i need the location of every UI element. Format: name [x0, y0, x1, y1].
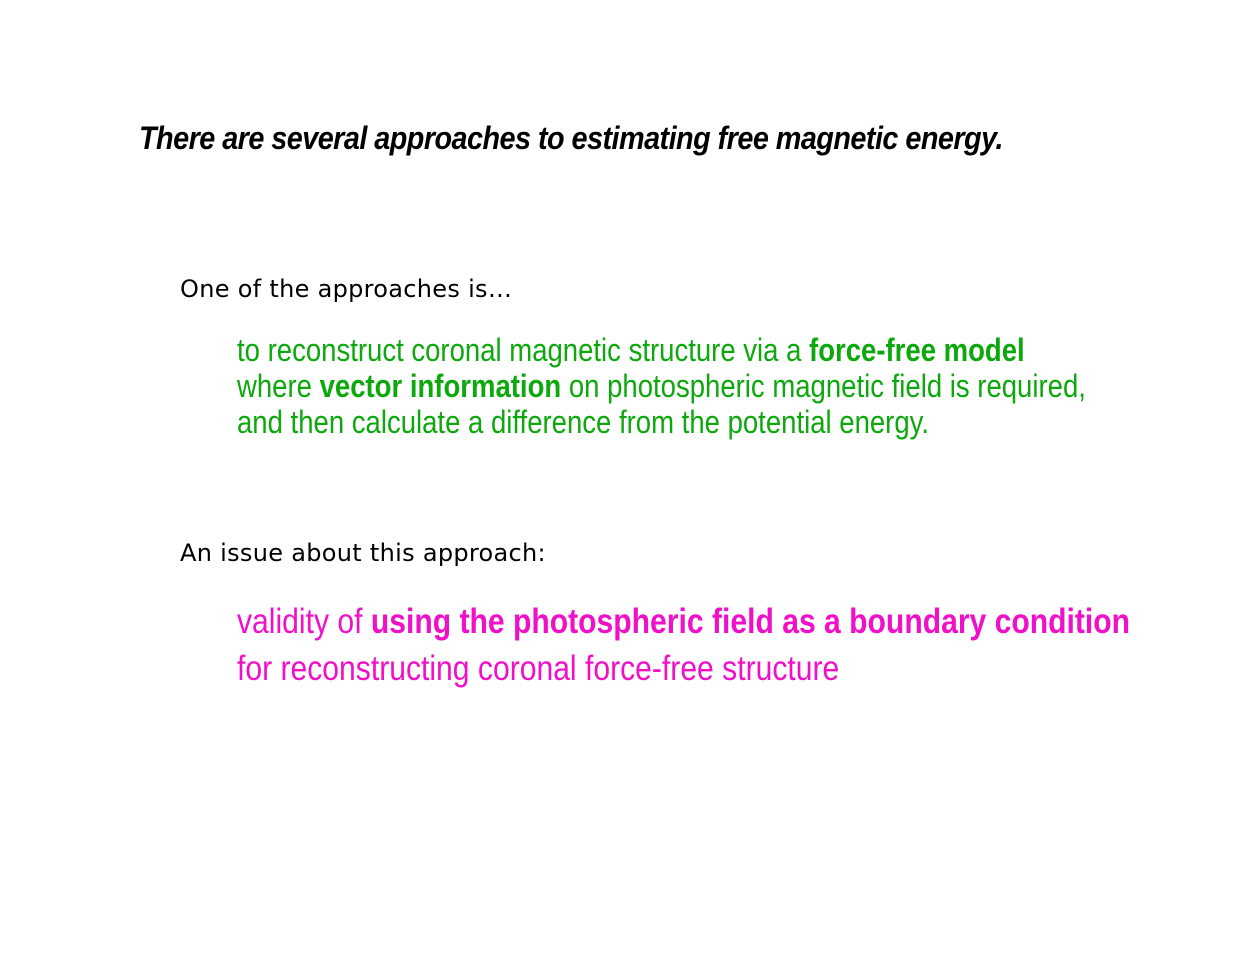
approach-line-2-text-b: on photospheric magnetic field is required,: [561, 368, 1086, 404]
approach-line-3: and then calculate a difference from the potential energy.: [237, 404, 930, 440]
approach-description: [237, 332, 1086, 440]
issue-line-2: for reconstructing coronal force-free structure: [237, 649, 840, 688]
approach-line-1-text: to reconstruct coronal magnetic structure via a: [237, 332, 810, 368]
approach-line-1: [237, 332, 1086, 368]
issue-line-1-text: validity of: [237, 602, 371, 641]
vector-information-emphasis: vector information: [319, 368, 562, 404]
issue-line-1: [237, 598, 1130, 645]
boundary-condition-emphasis: using the photospheric field as a boundary condition: [370, 602, 1131, 641]
approach-intro: One of the approaches is…: [180, 275, 513, 303]
force-free-model-emphasis: force-free model: [809, 332, 1025, 368]
slide-title: There are several approaches to estimating free magnetic energy.: [139, 120, 1003, 156]
approach-line-2-text-a: where: [237, 368, 320, 404]
issue-description: [237, 598, 1130, 692]
approach-line-2: [237, 368, 1086, 404]
issue-intro: An issue about this approach:: [180, 539, 546, 567]
